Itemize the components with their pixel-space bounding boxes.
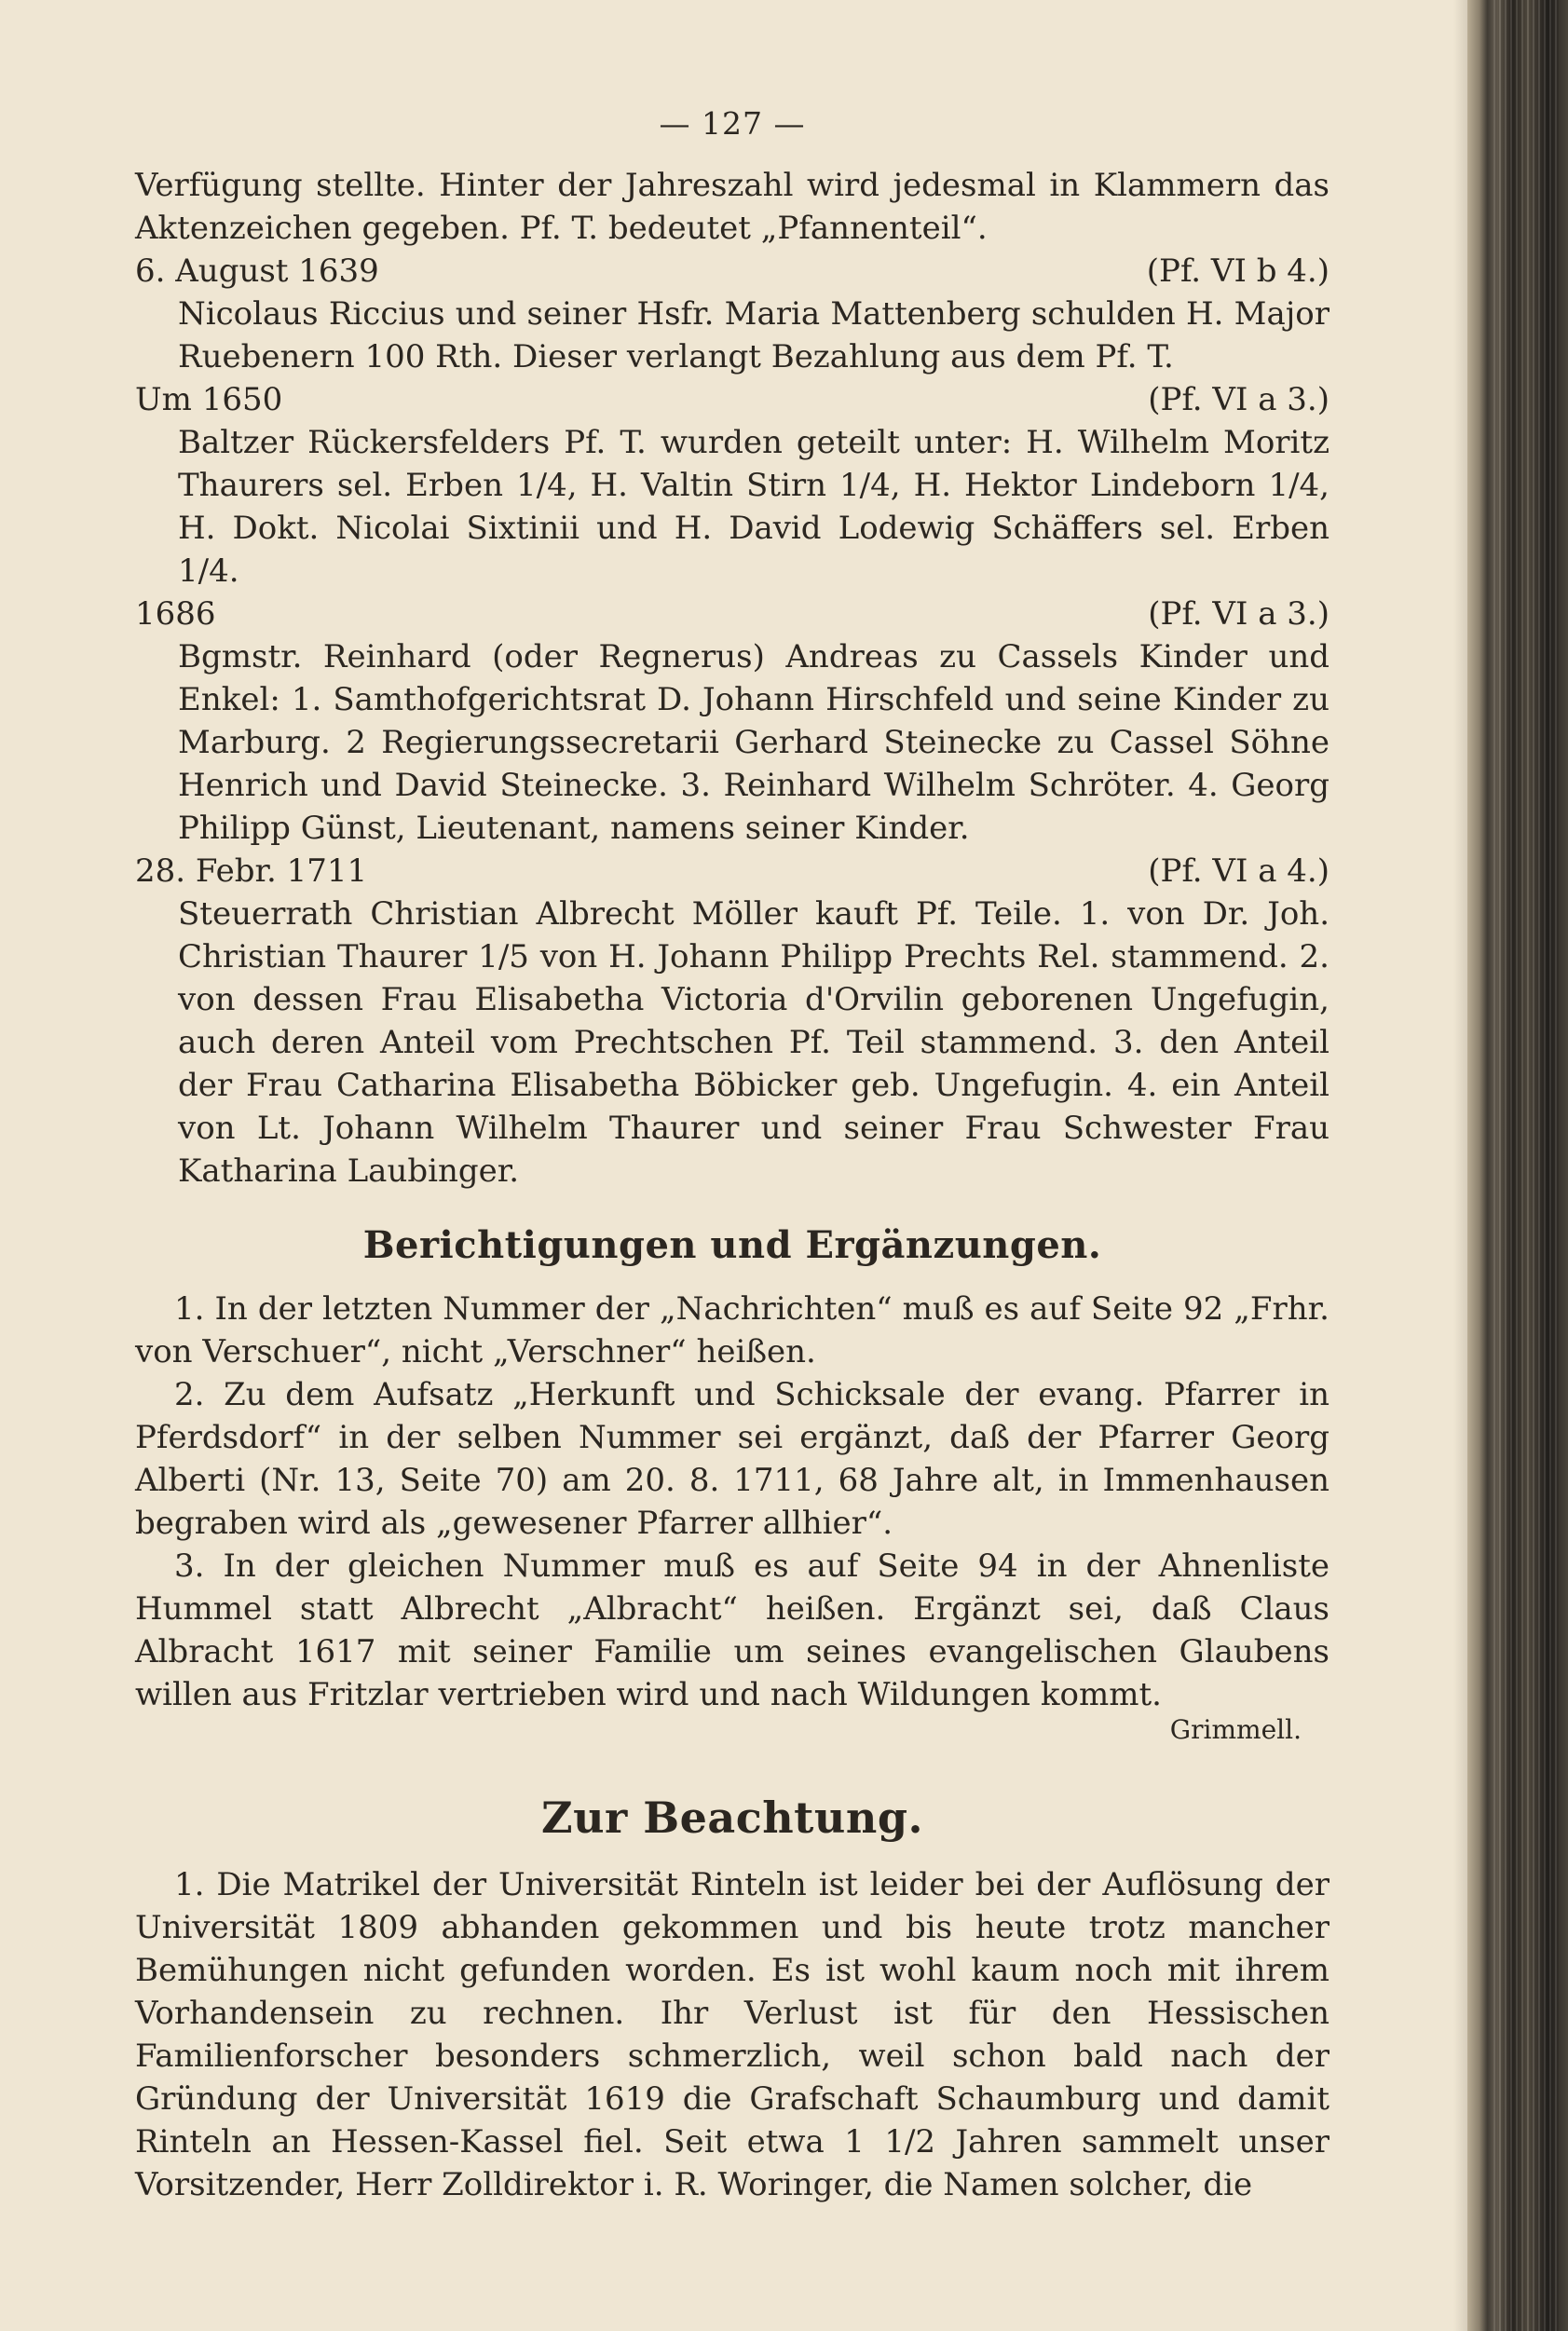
- entry-text: Steuerrath Christian Albrecht Möller kauft Pf. Teile. 1. von Dr. Joh. Christian Thaurer 1/5 von H. Johann Philipp Prechts Rel. stammend. 2. von dessen Frau Elisabetha Victoria d'Orvilin geborenen Ungefugin, auch deren Anteil vom Prechtschen Pf. Teil stammend. 3. den Anteil der Frau Catharina Elisabetha Böbicker geb. Ungefugin. 4. ein Anteil von Lt. Johann Wilhelm Thaurer und seiner Frau Schwester Frau Katharina Laubinger.: [178, 895, 1329, 1190]
- entry: [135, 378, 1329, 593]
- author-signature: Grimmell.: [1169, 1714, 1302, 1745]
- entry-date: 6. August 1639: [135, 252, 379, 290]
- entry-list: [135, 250, 1329, 1193]
- entry-text: Bgmstr. Reinhard (oder Regnerus) Andreas zu Cassels Kinder und Enkel: 1. Samthofgerichtsrat D. Johann Hirschfeld und seine Kinder zu Marburg. 2 Regierungssecretarii Gerhard Steinecke zu Cassel Söhne Henrich und David Steinecke. 3. Reinhard Wilhelm Schröter. 4. Georg Philipp Günst, Lieutenant, namens seiner Kinder.: [178, 638, 1329, 847]
- entry-reference: (Pf. VI a 4.): [1148, 852, 1329, 890]
- correction-item: 2. Zu dem Aufsatz „Herkunft und Schicksale der evang. Pfarrer in Pferdsdorf“ in der selben Nummer sei ergänzt, daß der Pfarrer Georg Alberti (Nr. 13, Seite 70) am 20. 8. 1711, 68 Jahre alt, in Immenhausen begraben wird als „gewesener Pfarrer allhier“.: [135, 1376, 1329, 1542]
- correction-item: 1. In der letzten Nummer der „Nachrichten“ muß es auf Seite 92 „Frhr. von Verschuer“, nicht „Verschner“ heißen.: [135, 1290, 1329, 1370]
- entry-header: [135, 378, 1329, 421]
- corrections-heading: Berichtigungen und Ergänzungen.: [362, 1223, 1102, 1267]
- entry-header: [135, 250, 1329, 293]
- entry-date: Um 1650: [135, 381, 283, 418]
- entry-header: [135, 850, 1329, 893]
- entry-reference: (Pf. VI a 3.): [1148, 595, 1329, 633]
- notice-paragraph: 1. Die Matrikel der Universität Rinteln ist leider bei der Auflösung der Universität 1809 abhanden gekommen und bis heute trotz mancher Bemühungen nicht gefunden worden. Es ist wohl kaum noch mit ihrem Vorhandensein zu rechnen. Ihr Verlust ist für den Hessischen Familienforscher besonders schmerzlich, weil schon bald nach der Gründung der Universität 1619 die Grafschaft Schaumburg und damit Rinteln an Hessen-Kassel fiel. Seit etwa 1 1/2 Jahren sammelt unser Vorsitzender, Herr Zolldirektor i. R. Woringer, die Namen solcher, die: [135, 1866, 1329, 2203]
- page-stack-lines: [1493, 0, 1559, 2331]
- correction-item: 3. In der gleichen Nummer muß es auf Seite 94 in der Ahnenliste Hummel statt Albrecht „Albracht“ heißen. Ergänzt sei, daß Claus Albracht 1617 mit seiner Familie um seines evangelischen Glaubens willen aus Fritzlar vertrieben wird und nach Wildungen kommt.: [135, 1547, 1329, 1713]
- entry-date: 1686: [135, 595, 216, 633]
- entry-reference: (Pf. VI a 3.): [1148, 381, 1329, 418]
- entry: [135, 593, 1329, 850]
- entry: [135, 250, 1329, 378]
- entry-reference: (Pf. VI b 4.): [1146, 252, 1329, 290]
- entry-header: [135, 593, 1329, 635]
- page-content: [135, 102, 1329, 2206]
- notice-heading: Zur Beachtung.: [541, 1793, 923, 1843]
- entry-text: Baltzer Rückersfelders Pf. T. wurden geteilt unter: H. Wilhelm Moritz Thaurers sel. Erben 1/4, H. Valtin Stirn 1/4, H. Hektor Lindeborn 1/4, H. Dokt. Nicolai Sixtinii und H. David Lodewig Schäffers sel. Erben 1/4.: [178, 424, 1329, 590]
- page-number: — 127 —: [659, 105, 806, 142]
- intro-paragraph: Verfügung stellte. Hinter der Jahreszahl wird jedesmal in Klammern das Aktenzeichen gegeben. Pf. T. bedeutet „Pfannenteil“.: [135, 167, 1329, 247]
- entry: [135, 850, 1329, 1193]
- entry-date: 28. Febr. 1711: [135, 852, 368, 890]
- entry-text: Nicolaus Riccius und seiner Hsfr. Maria Mattenberg schulden H. Major Ruebenern 100 Rth. Dieser verlangt Bezahlung aus dem Pf. T.: [178, 295, 1329, 375]
- book-edge: [1467, 0, 1568, 2331]
